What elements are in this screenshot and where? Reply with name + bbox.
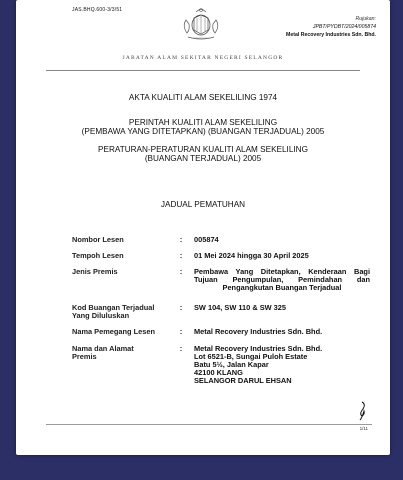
address-line: Lot 6521-B, Sungai Puloh Estate	[194, 352, 308, 361]
address-line: SELANGOR DARUL EHSAN	[194, 376, 292, 385]
reference-block	[286, 15, 376, 39]
address-line: Batu 5½, Jalan Kapar	[194, 360, 269, 369]
field-colon: :	[179, 303, 183, 312]
reference-number: JPBT/PYDBT/2024/005874	[312, 24, 376, 30]
footer-divider	[46, 424, 372, 425]
field-label: Jenis Premis	[72, 267, 118, 276]
reference-label: Rujukan:	[355, 16, 376, 22]
field-value: SW 104, SW 110 & SW 325	[194, 303, 287, 312]
company-name: Metal Recovery Industries Sdn. Bhd.	[286, 32, 376, 38]
field-label: Tempoh Lesen	[72, 251, 124, 260]
field-colon: :	[179, 267, 183, 276]
field-value	[194, 345, 370, 385]
act-title: AKTA KUALITI ALAM SEKELILING 1974	[128, 93, 278, 102]
document-page	[16, 0, 390, 455]
order-title: PERINTAH KUALITI ALAM SEKELILING (PEMBAWA YANG DITETAPKAN) (BUANGAN TERJADUAL) 2005	[81, 118, 325, 136]
header-divider	[46, 70, 360, 71]
field-colon: :	[179, 251, 183, 260]
file-reference: JAS.BHQ.600-3/3/51	[72, 7, 123, 13]
malaysia-coat-of-arms-icon	[176, 6, 226, 42]
field-colon: :	[179, 235, 183, 244]
page-number: 1/11	[359, 426, 368, 431]
field-colon: :	[179, 327, 183, 336]
department-name: JABATAN ALAM SEKITAR NEGERI SELANGOR	[122, 55, 284, 61]
address-line: Metal Recovery Industries Sdn. Bhd.	[194, 344, 323, 353]
regulation-title: PERATURAN-PERATURAN KUALITI ALAM SEKELILING (BUANGAN TERJADUAL) 2005	[98, 145, 308, 163]
field-label: Nama dan Alamat Premis	[72, 344, 134, 361]
address-line: 42100 KLANG	[194, 368, 243, 377]
field-label: Nombor Lesen	[72, 235, 124, 244]
field-value: 005874	[194, 235, 219, 244]
field-colon: :	[179, 344, 183, 353]
field-value: 01 Mei 2024 hingga 30 April 2025	[194, 251, 309, 260]
section-title: JADUAL PEMATUHAN	[160, 200, 246, 209]
field-value: Metal Recovery Industries Sdn. Bhd.	[194, 327, 323, 336]
field-value: Pembawa Yang Ditetapkan, Kenderaan Bagi Tujuan Pengumpulan, Pemindahan dan Pengangkutan Buangan Terjadual	[194, 267, 370, 292]
signature-initial-icon	[355, 400, 369, 422]
field-label: Nama Pemegang Lesen	[72, 327, 155, 336]
field-label: Kod Buangan Terjadual Yang Diluluskan	[72, 303, 155, 320]
